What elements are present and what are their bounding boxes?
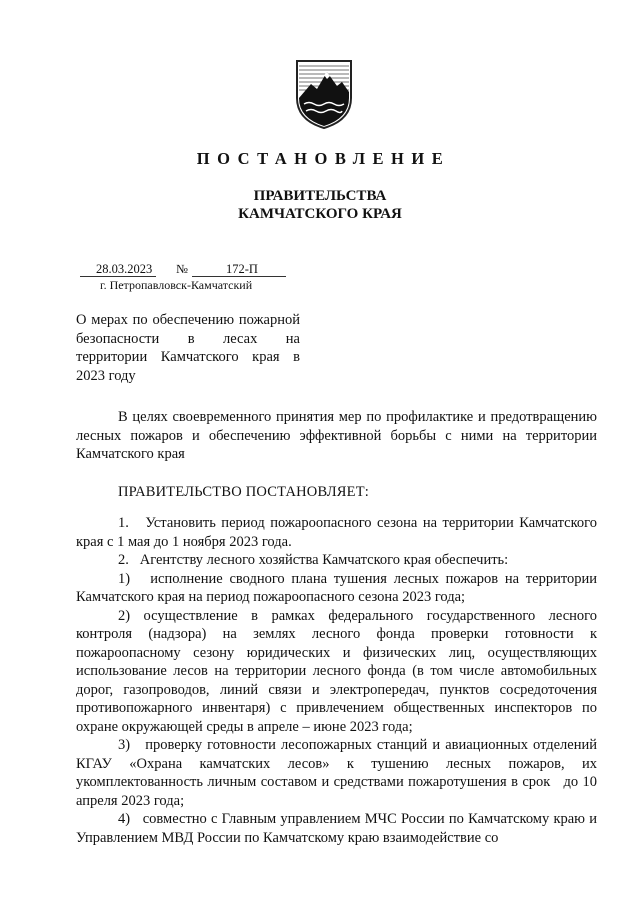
list-item: 2. Агентству лесного хозяйства Камчатского края обеспечить: (118, 552, 509, 568)
kamchatka-emblem-graphic (294, 58, 354, 130)
issuer-line-2: КАМЧАТСКОГО КРАЯ (238, 206, 402, 222)
resolves-heading: ПРАВИТЕЛЬСТВО ПОСТАНОВЛЯЕТ: (118, 484, 370, 500)
list-item: 2) осуществление в рамках федерального государственного лесного контроля (надзора) на землях лесного фонда проверки готовности к пожароопасному сезону юридических и физических лиц, осуществляющих использование лесов на территории лесного фонда (в том числе автомобильных дорог, газопроводов, линий связи и электропередач, пунктов сосредоточения противопожарного инвентаря) с привлечением общественных инспекторов по охране окружающей среды в апреле – июне 2023 года; (76, 607, 597, 735)
list-item: 4) совместно с Главным управлением МЧС России по Камчатскому краю и Управлением МВД России по Камчатскому краю взаимодействие со (76, 811, 597, 846)
items-list (76, 514, 597, 847)
issuer-line-1: ПРАВИТЕЛЬСТВА (253, 188, 387, 204)
place-of-issue: г. Петропавловск-Камчатский (100, 278, 253, 292)
date-field (80, 262, 156, 277)
document-subject: О мерах по обеспечению пожарной безопасности в лесах на территории Камчатского края в 2023 году (76, 312, 300, 384)
document-type-title: ПОСТАНОВЛЕНИЕ (196, 149, 451, 168)
coat-of-arms-icon (294, 58, 354, 130)
document-number: 172-П (192, 262, 286, 277)
preamble-paragraph: В целях своевременного принятия мер по профилактике и предотвращению лесных пожаров и обеспечению эффективной борьбы с ними на территории Камчатского края (76, 409, 597, 462)
list-item: 1. Установить период пожароопасного сезона на территории Камчатского края с 1 мая до 1 ноября 2023 года. (76, 515, 597, 550)
number-sign: № (176, 262, 188, 276)
document-date: 28.03.2023 (80, 262, 156, 277)
number-field (192, 262, 286, 277)
list-item: 3) проверку готовности лесопожарных станций и авиационных отделений КГАУ «Охрана камчатских лесов» к тушению лесных пожаров, их укомплектованность личным составом и средствами пожаротушения в срок до 10 апреля 2023 года; (76, 737, 597, 809)
list-item: 1) исполнение сводного плана тушения лесных пожаров на территории Камчатского края на период пожароопасного сезона 2023 года; (76, 570, 597, 605)
